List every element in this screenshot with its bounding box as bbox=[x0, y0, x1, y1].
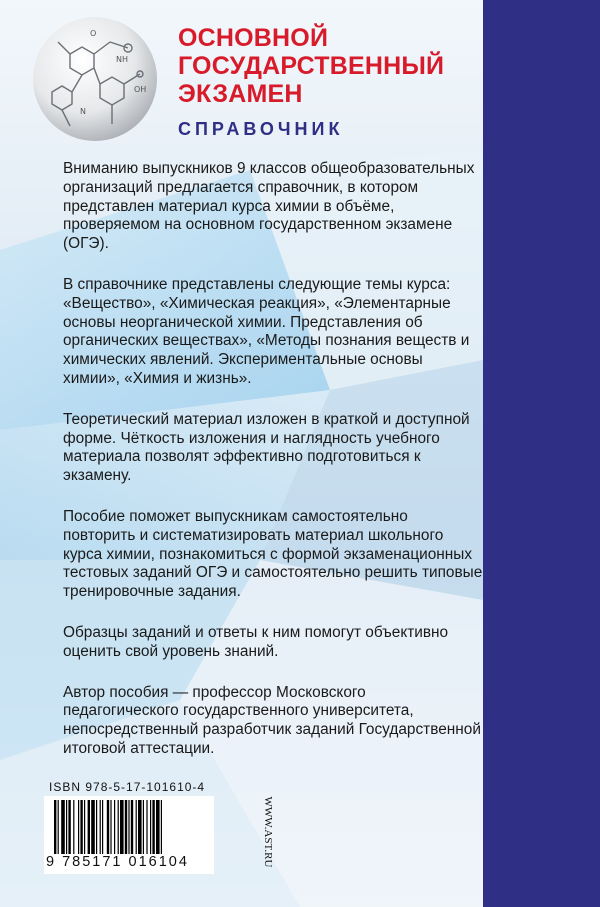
svg-text:O: O bbox=[90, 29, 97, 38]
barcode-bar bbox=[88, 800, 90, 856]
paragraph: Вниманию выпускников 9 классов общеобразовательных организаций предлагается справочник, в котором представлен материал курса химии в объёме, проверяемом на основном государственном экзамене (ОГЭ). bbox=[63, 160, 475, 253]
title-line: ЭКЗАМЕН bbox=[178, 80, 303, 108]
barcode-block bbox=[44, 796, 214, 874]
barcode-number: 9 785171 016104 bbox=[46, 854, 212, 870]
barcode-bar bbox=[125, 800, 127, 856]
barcode-bar bbox=[143, 800, 144, 856]
barcode-bar bbox=[102, 800, 103, 856]
barcode-icon bbox=[52, 800, 208, 856]
book-spine bbox=[483, 0, 600, 907]
barcode-bar bbox=[100, 800, 101, 856]
barcode-bar bbox=[120, 800, 124, 856]
paragraph: Автор пособия — профессор Московского педагогического государственного университета, непосредственный разработчик заданий Государственной итоговой аттестации. bbox=[63, 683, 481, 757]
paragraph: Пособие поможет выпускникам самостоятельно повторить и систематизировать материал школьного курса химии, познакомиться с формой экзаменационных тестовых заданий ОГЭ и самостоятельно решить типовые тренировочные задания. bbox=[63, 507, 483, 601]
barcode-bar bbox=[84, 800, 85, 856]
isbn-label: ISBN 978-5-17-101610-4 bbox=[49, 780, 206, 794]
paragraph: В справочнике представлены следующие темы курса: «Вещество», «Химическая реакция», «Элементарные основы неорганической химии. Представления об органических веществах», «Методы познания веществ и химических явлений. Экспериментальные основы химии», «Химия и жизнь». bbox=[63, 275, 470, 387]
barcode-bar bbox=[73, 800, 74, 856]
barcode-bar bbox=[78, 800, 79, 856]
barcode-bar bbox=[138, 800, 142, 856]
barcode-bar bbox=[114, 800, 115, 856]
barcode-bar bbox=[91, 800, 95, 856]
barcode-bar bbox=[58, 800, 59, 856]
barcode-bar bbox=[80, 800, 82, 856]
barcode-bar bbox=[128, 800, 129, 856]
barcode-bar bbox=[146, 800, 147, 856]
molecule-globe-icon bbox=[30, 14, 160, 144]
barcode-bar bbox=[131, 800, 133, 856]
barcode-bar bbox=[150, 800, 151, 856]
barcode-bar bbox=[136, 800, 137, 856]
barcode-bar bbox=[156, 800, 160, 856]
barcode-bar bbox=[161, 800, 162, 856]
barcode-bar bbox=[110, 800, 111, 856]
paragraph: Образцы заданий и ответы к ним помогут объективно оценить свой уровень знаний. bbox=[63, 623, 449, 660]
title-line: ОСНОВНОЙ bbox=[178, 24, 329, 52]
annotation-text bbox=[63, 160, 483, 781]
barcode-bar bbox=[68, 800, 70, 856]
svg-text:NH: NH bbox=[116, 55, 128, 64]
barcode-bar bbox=[61, 800, 65, 856]
paragraph: Теоретический материал изложен в краткой и доступной форме. Чёткость изложения и наглядность учебного материала позволят эффективно подготовиться к экзамену. bbox=[63, 410, 470, 485]
publisher-website: WWW.AST.RU bbox=[262, 796, 274, 868]
barcode-bar bbox=[54, 800, 56, 856]
barcode-bar bbox=[152, 800, 154, 856]
barcode-bar bbox=[96, 800, 97, 856]
barcode-bar bbox=[66, 800, 67, 856]
title-line: ГОСУДАРСТВЕННЫЙ bbox=[178, 52, 445, 80]
barcode-bar bbox=[118, 800, 119, 856]
book-subtitle: СПРАВОЧНИК bbox=[178, 119, 344, 139]
svg-text:OH: OH bbox=[134, 85, 147, 94]
book-title bbox=[178, 24, 444, 108]
svg-text:N: N bbox=[80, 107, 86, 116]
barcode-bar bbox=[107, 800, 109, 856]
